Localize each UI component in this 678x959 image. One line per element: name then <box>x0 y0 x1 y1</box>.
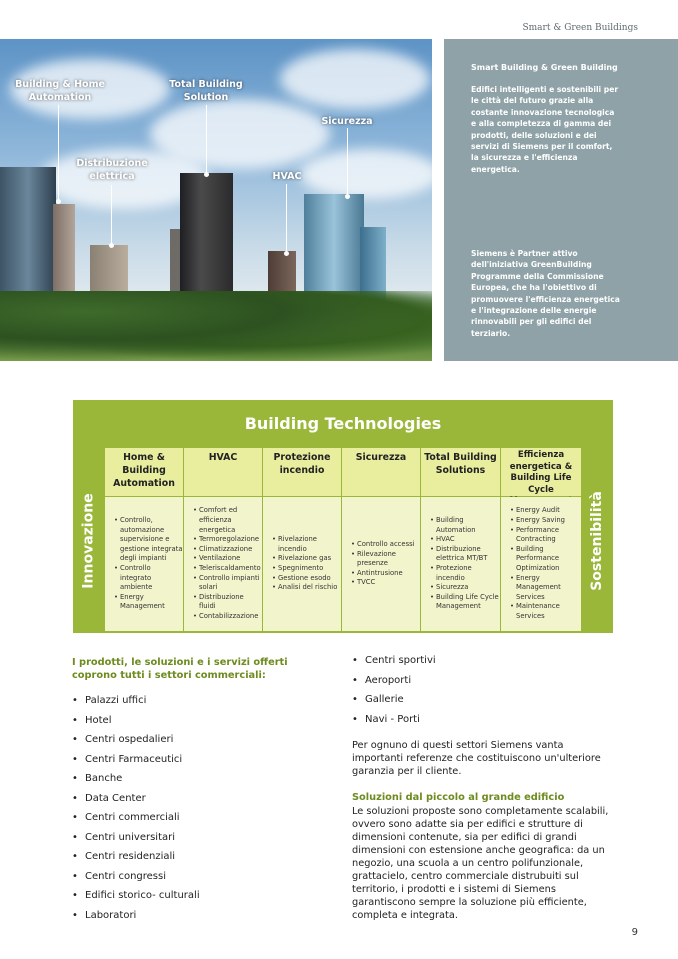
list-item: • Performance Contracting <box>510 526 581 545</box>
list-item: • Centri residenziali <box>72 851 200 871</box>
list-item: • Centri sportivi <box>352 655 436 675</box>
list-item: • Aeroporti <box>352 675 436 695</box>
side-panel-paragraph-2: Siemens è Partner attivo dell'iniziativa GreenBuilding Programme della Commissione Europea, che ha l'obiettivo di promuovere l'efficienza energetica e l'integrazione delle energie rinnovabili per gli edifici del terziario. <box>471 249 620 338</box>
building-technologies-title: Building Technologies <box>244 414 442 433</box>
list-item: • Building Automation <box>430 516 500 535</box>
column-sicurezza <box>342 448 420 633</box>
list-item: • Distribuzione fluidi <box>193 593 262 612</box>
list-item: • Gestione esodo <box>272 574 341 584</box>
list-item: • Energy Audit <box>510 506 581 516</box>
side-panel-paragraph-1: Edifici intelligenti e sostenibili per le città del futuro grazie alla costante innovazione tecnologica e alla completezza di gamma dei prodotti, delle soluzioni e dei servizi di Siemens per il comfort, la sicurezza e l'efficienza energetica. <box>471 85 619 174</box>
list-item: • Controllo accessi <box>351 540 420 550</box>
callout-total-building: Total Building Solution <box>169 79 243 103</box>
list-item: • Protezione incendio <box>430 564 500 583</box>
list-item: • Building Performance Optimization <box>510 545 581 574</box>
city-photo <box>0 39 432 361</box>
list-item: • Edifici storico- culturali <box>72 890 200 910</box>
list-item: • Centri universitari <box>72 832 200 852</box>
list-item: • Analisi del rischio <box>272 583 341 593</box>
list-item: • Centri congressi <box>72 871 200 891</box>
scalability-paragraph: Le soluzioni proposte sono completamente scalabili, ovvero sono adatte sia per edifici e strutture di dimensioni contenute, sia per edifici di grandi dimensioni con estensione anche geografica: da un negozio, una scuola a un centro polifunzionale, grattacielo, centro commerciale distrubuiti sul territorio, i prodotti e i sistemi di Siemens garantiscono sempre la soluzione più efficiente, completa e integrata. <box>352 806 609 921</box>
column-header: Efficienza energetica & Building Life Cycle <box>501 448 581 496</box>
column-home-automation <box>105 448 183 633</box>
list-item: • Centri ospedalieri <box>72 734 200 754</box>
column-header: Sicurezza <box>342 448 420 496</box>
list-item: • Laboratori <box>72 910 200 930</box>
page-number: 9 <box>631 927 638 938</box>
sostenibilita-label: Sostenibilità <box>589 490 606 591</box>
list-item: • Energy Management Services <box>510 574 581 603</box>
list-item: • Energy Management <box>114 593 183 612</box>
list-item: • Ventilazione <box>193 554 262 564</box>
sectors-list-right <box>352 655 436 733</box>
sectors-intro: I prodotti, le soluzioni e i servizi offerti coprono tutti i settori commerciali: <box>72 657 288 681</box>
column-header: Protezione incendio <box>263 448 341 496</box>
list-item: • Energy Saving <box>510 516 581 526</box>
list-item: • Rivelazione gas <box>272 554 341 564</box>
sectors-list-left <box>72 695 200 929</box>
list-item: • Banche <box>72 773 200 793</box>
callout-home-automation: Building & Home Automation <box>15 79 105 103</box>
list-item: • Gallerie <box>352 694 436 714</box>
column-efficienza <box>501 448 581 633</box>
callout-hvac: HVAC <box>272 171 302 182</box>
header-title: Smart & Green Buildings <box>522 23 638 33</box>
callout-distribuzione: Distribuzione elettrica <box>76 158 148 182</box>
list-item: • Spegnimento <box>272 564 341 574</box>
list-item: • Navi - Porti <box>352 714 436 734</box>
list-item: • Antintrusione <box>351 569 420 579</box>
list-item: • Centri Farmaceutici <box>72 754 200 774</box>
list-item: • Palazzi uffici <box>72 695 200 715</box>
list-item: • Contabilizzazione <box>193 612 262 622</box>
list-item: • Hotel <box>72 715 200 735</box>
column-protezione-incendio <box>263 448 341 633</box>
list-item: • Building Life Cycle Management <box>430 593 500 612</box>
list-item: • Controllo, automazione supervisione e gestione integrata degli impianti <box>114 516 183 564</box>
list-item: • Rivelazione incendio <box>272 535 341 554</box>
list-item: • Sicurezza <box>430 583 500 593</box>
list-item: • Data Center <box>72 793 200 813</box>
list-item: • HVAC <box>430 535 500 545</box>
column-header: HVAC <box>184 448 262 496</box>
list-item: • Maintenance Services <box>510 602 581 621</box>
list-item: • Teleriscaldamento <box>193 564 262 574</box>
column-hvac <box>184 448 262 633</box>
callout-sicurezza: Sicurezza <box>321 116 373 127</box>
innovazione-label: Innovazione <box>81 492 97 589</box>
list-item: • Controllo impianti solari <box>193 574 262 593</box>
list-item: • Comfort ed efficienza energetica <box>193 506 262 535</box>
column-header: Home & Building Automation <box>105 448 183 496</box>
column-total-building <box>421 448 500 633</box>
list-item: • Centri commerciali <box>72 812 200 832</box>
list-item: • Controllo integrato ambiente <box>114 564 183 593</box>
side-panel-title: Smart Building & Green Building <box>471 63 618 72</box>
list-item: • Distribuzione elettrica MT/BT <box>430 545 500 564</box>
list-item: • Rilevazione presenze <box>351 550 420 569</box>
side-panel <box>444 39 678 361</box>
scalability-heading: Soluzioni dal piccolo al grande edificio <box>352 792 565 803</box>
list-item: • Termoregolazione <box>193 535 262 545</box>
references-paragraph: Per ognuno di questi settori Siemens vanta importanti referenze che costituiscono un'ulteriore garanzia per il cliente. <box>352 740 601 777</box>
list-item: • TVCC <box>351 578 420 588</box>
building-technologies-grid <box>105 448 581 633</box>
building-technologies-box <box>73 400 613 633</box>
column-header: Total Building Solutions <box>421 448 500 496</box>
list-item: • Climatizzazione <box>193 545 262 555</box>
